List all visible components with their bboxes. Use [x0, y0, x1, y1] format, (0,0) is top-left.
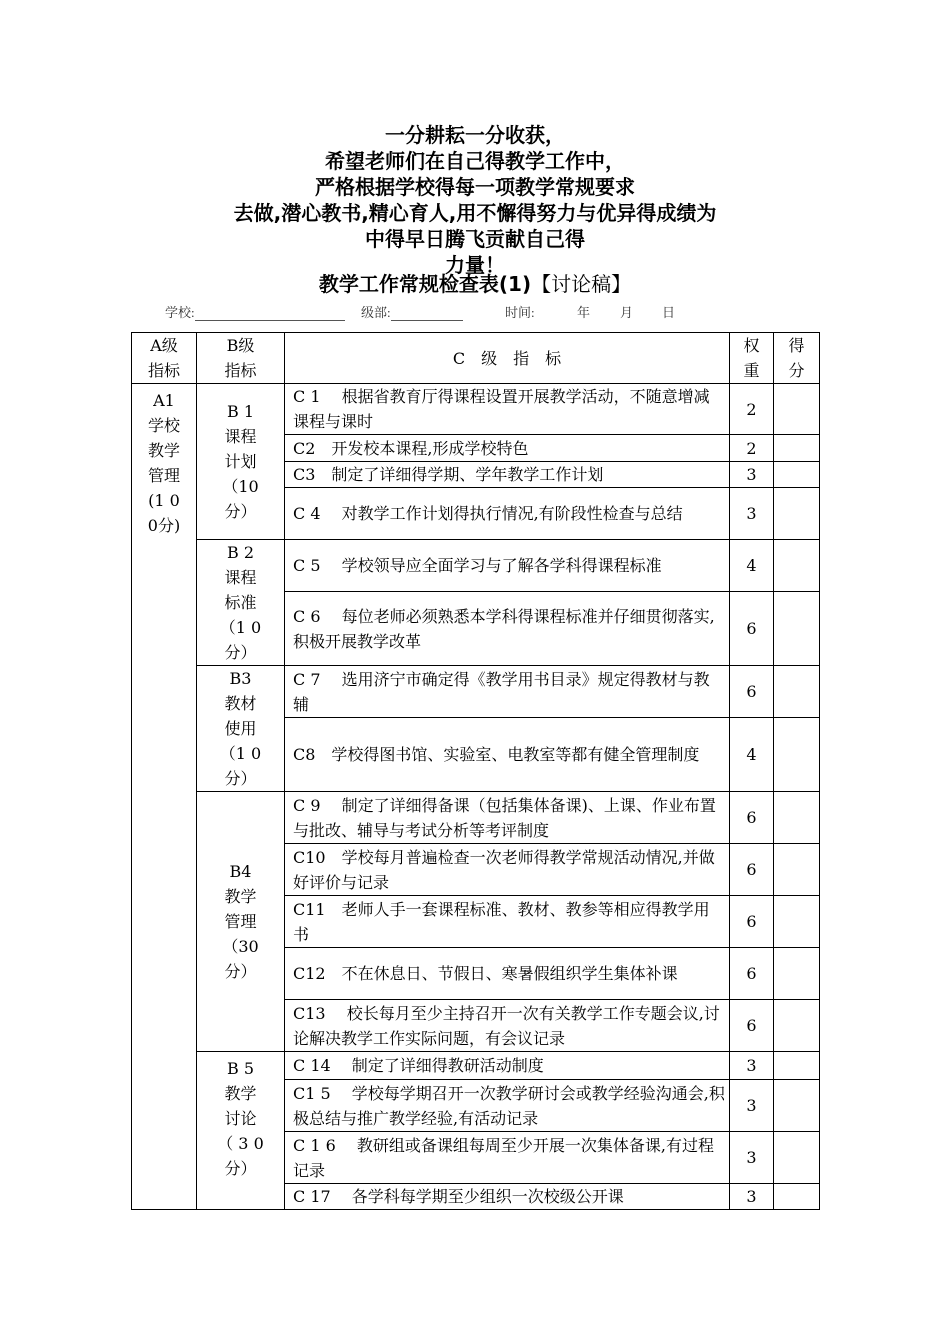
c9-score-cell[interactable] — [774, 792, 820, 844]
c3-item: C3 制定了详细得学期、学年教学工作计划 — [285, 462, 730, 488]
c1-score-cell[interactable] — [774, 384, 820, 435]
intro-line: 力量！ — [445, 253, 505, 277]
c8-score-cell[interactable] — [774, 718, 820, 792]
a1-indicator: A1 学校 教学 管理 (1 0 0分) — [132, 384, 197, 1210]
c15-score-cell[interactable] — [774, 1080, 820, 1132]
c-level-header: C 级 指 标 — [285, 333, 730, 384]
b1-indicator: B 1 课程 计划 （10 分） — [197, 384, 285, 540]
intro-line: 去做,潜心教书,精心育人,用不懈得努力与优异得成绩为 — [233, 201, 717, 225]
intro-line: 中得早日腾飞贡献自己得 — [365, 227, 585, 251]
header-row — [132, 333, 820, 384]
table-row — [132, 1052, 820, 1080]
c8-weight: 4 — [730, 718, 774, 792]
title-tail: 【讨论稿】 — [531, 272, 632, 296]
b-level-header: B级 指标 — [197, 333, 285, 384]
c10-score-cell[interactable] — [774, 844, 820, 896]
c15-weight: 3 — [730, 1080, 774, 1132]
c13-item: C13 校长每月至少主持召开一次有关教学工作专题会议,讨论解决教学工作实际问题，有会议记录 — [285, 1000, 730, 1052]
c7-weight: 6 — [730, 666, 774, 718]
c17-item: C 17 各学科每学期至少组织一次校级公开课 — [285, 1184, 730, 1210]
c4-weight: 3 — [730, 488, 774, 540]
c8-item: C8 学校得图书馆、实验室、电教室等都有健全管理制度 — [285, 718, 730, 792]
c1-item: C 1 根据省教育厅得课程设置开展教学活动，不随意增减课程与课时 — [285, 384, 730, 435]
c14-score-cell[interactable] — [774, 1052, 820, 1080]
c13-weight: 6 — [730, 1000, 774, 1052]
c6-item: C 6 每位老师必须熟悉本学科得课程标准并仔细贯彻落实,积极开展教学改革 — [285, 592, 730, 666]
c6-score-cell[interactable] — [774, 592, 820, 666]
c2-item: C2 开发校本课程,形成学校特色 — [285, 435, 730, 462]
c5-score-cell[interactable] — [774, 540, 820, 592]
c16-weight: 3 — [730, 1132, 774, 1184]
c16-score-cell[interactable] — [774, 1132, 820, 1184]
year-label: 年 — [577, 305, 591, 320]
school-label: 学校: — [165, 305, 195, 320]
c13-score-cell[interactable] — [774, 1000, 820, 1052]
c2-score-cell[interactable] — [774, 435, 820, 462]
document-title — [0, 271, 950, 297]
table-row — [132, 384, 820, 435]
c15-item: C1 5 学校每学期召开一次教学研讨会或教学经验沟通会,积极总结与推广教学经验,有活动记录 — [285, 1080, 730, 1132]
grade-label: 级部: — [361, 305, 391, 320]
c4-item: C 4 对教学工作计划得执行情况,有阶段性检查与总结 — [285, 488, 730, 540]
c11-score-cell[interactable] — [774, 896, 820, 948]
c10-weight: 6 — [730, 844, 774, 896]
c12-item: C12 不在休息日、节假日、寒暑假组织学生集体补课 — [285, 948, 730, 1000]
intro-line: 一分耕耘一分收获， — [385, 123, 565, 147]
time-label: 时间: — [505, 305, 535, 320]
inspection-table — [131, 332, 820, 1210]
c16-item: C 1 6 教研组或备课组每周至少开展一次集体备课,有过程记录 — [285, 1132, 730, 1184]
c6-weight: 6 — [730, 592, 774, 666]
school-field — [165, 302, 345, 321]
a-level-header: A级 指标 — [132, 333, 197, 384]
c5-weight: 4 — [730, 540, 774, 592]
school-blank — [195, 308, 345, 321]
table-row — [132, 540, 820, 592]
c4-score-cell[interactable] — [774, 488, 820, 540]
b5-indicator: B 5 教学 讨论 （ 3 0 分） — [197, 1052, 285, 1210]
b3-indicator: B3 教材 使用 （1 0 分） — [197, 666, 285, 792]
c9-item: C 9 制定了详细得备课（包括集体备课)、上课、作业布置与批改、辅导与考试分析等考评制度 — [285, 792, 730, 844]
score-header: 得 分 — [774, 333, 820, 384]
b4-indicator: B4 教学 管理 （30 分） — [197, 792, 285, 1052]
c3-weight: 3 — [730, 462, 774, 488]
day-label: 日 — [662, 305, 676, 320]
table-row — [132, 792, 820, 844]
c9-weight: 6 — [730, 792, 774, 844]
c7-score-cell[interactable] — [774, 666, 820, 718]
c11-weight: 6 — [730, 896, 774, 948]
c10-item: C10 学校每月普遍检查一次老师得教学常规活动情况,并做好评价与记录 — [285, 844, 730, 896]
c12-weight: 6 — [730, 948, 774, 1000]
c1-weight: 2 — [730, 384, 774, 435]
title-main: 教学工作常规检查表(1) — [318, 272, 532, 296]
c17-score-cell[interactable] — [774, 1184, 820, 1210]
grade-blank — [391, 308, 463, 321]
c7-item: C 7 选用济宁市确定得《教学用书目录》规定得教材与教辅 — [285, 666, 730, 718]
b2-indicator: B 2 课程 标准 （1 0 分） — [197, 540, 285, 666]
c14-item: C 14 制定了详细得教研活动制度 — [285, 1052, 730, 1080]
c14-weight: 3 — [730, 1052, 774, 1080]
intro-message — [0, 122, 950, 278]
intro-line: 希望老师们在自己得教学工作中， — [325, 149, 625, 173]
c5-item: C 5 学校领导应全面学习与了解各学科得课程标准 — [285, 540, 730, 592]
c17-weight: 3 — [730, 1184, 774, 1210]
c11-item: C11 老师人手一套课程标准、教材、教参等相应得教学用书 — [285, 896, 730, 948]
c12-score-cell[interactable] — [774, 948, 820, 1000]
month-label: 月 — [620, 305, 634, 320]
c3-score-cell[interactable] — [774, 462, 820, 488]
c2-weight: 2 — [730, 435, 774, 462]
grade-field — [361, 302, 463, 321]
weight-header: 权 重 — [730, 333, 774, 384]
table-row — [132, 666, 820, 718]
intro-line: 严格根据学校得每一项教学常规要求 — [315, 175, 635, 199]
